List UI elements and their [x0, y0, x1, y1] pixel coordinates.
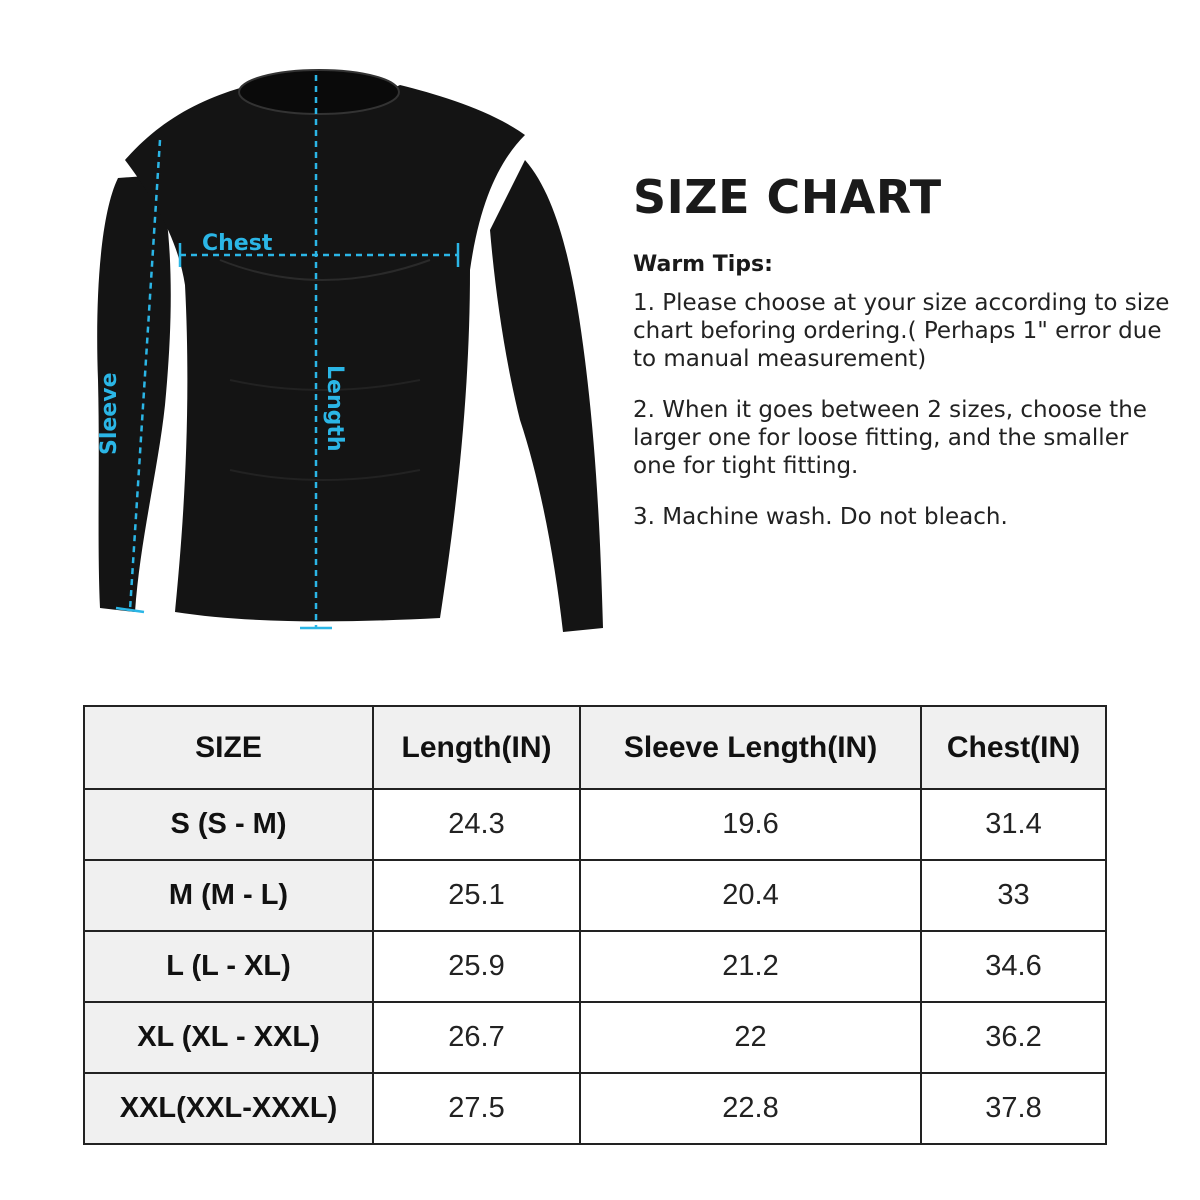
- tips-heading: Warm Tips:: [633, 252, 773, 277]
- tip-item-3: 3. Machine wash. Do not bleach.: [633, 504, 1008, 530]
- chest-label: Chest: [202, 231, 273, 256]
- length-cell: 24.3: [373, 789, 580, 860]
- sleeve-length-cell: 20.4: [580, 860, 921, 931]
- length-cell: 27.5: [373, 1073, 580, 1144]
- size-cell: XXL(XXL-XXXL): [84, 1073, 373, 1144]
- chest-cell: 37.8: [921, 1073, 1106, 1144]
- size-cell: S (S - M): [84, 789, 373, 860]
- size-cell: M (M - L): [84, 860, 373, 931]
- size-table: [83, 705, 1107, 1145]
- shirt-illustration: [70, 60, 630, 660]
- length-cell: 25.9: [373, 931, 580, 1002]
- table-header-row: [84, 706, 1106, 789]
- sleeve-length-cell: 21.2: [580, 931, 921, 1002]
- table-row: [84, 931, 1106, 1002]
- table-row: [84, 860, 1106, 931]
- header-length: Length(IN): [373, 706, 580, 789]
- chest-cell: 34.6: [921, 931, 1106, 1002]
- sleeve-label: Sleeve: [97, 372, 122, 455]
- size-chart-info: [633, 170, 1173, 554]
- page-title: SIZE CHART: [633, 170, 942, 224]
- chest-cell: 31.4: [921, 789, 1106, 860]
- tip-item-2: 2. When it goes between 2 sizes, choose the larger one for loose fitting, and the smaller one for tight fitting.: [633, 397, 1147, 479]
- sleeve-length-cell: 22.8: [580, 1073, 921, 1144]
- size-cell: XL (XL - XXL): [84, 1002, 373, 1073]
- header-chest: Chest(IN): [921, 706, 1106, 789]
- tip-item-1: 1. Please choose at your size according to size chart beforing ordering.( Perhaps 1" error due to manual measurement): [633, 290, 1170, 372]
- sleeve-length-cell: 19.6: [580, 789, 921, 860]
- chest-cell: 36.2: [921, 1002, 1106, 1073]
- header-size: SIZE: [84, 706, 373, 789]
- shirt-body: [97, 70, 603, 632]
- table-row: [84, 1002, 1106, 1073]
- size-cell: L (L - XL): [84, 931, 373, 1002]
- length-label: Length: [322, 365, 347, 452]
- length-cell: 26.7: [373, 1002, 580, 1073]
- length-cell: 25.1: [373, 860, 580, 931]
- table-row: [84, 789, 1106, 860]
- header-sleeve-length: Sleeve Length(IN): [580, 706, 921, 789]
- sleeve-length-cell: 22: [580, 1002, 921, 1073]
- table-row: [84, 1073, 1106, 1144]
- chest-cell: 33: [921, 860, 1106, 931]
